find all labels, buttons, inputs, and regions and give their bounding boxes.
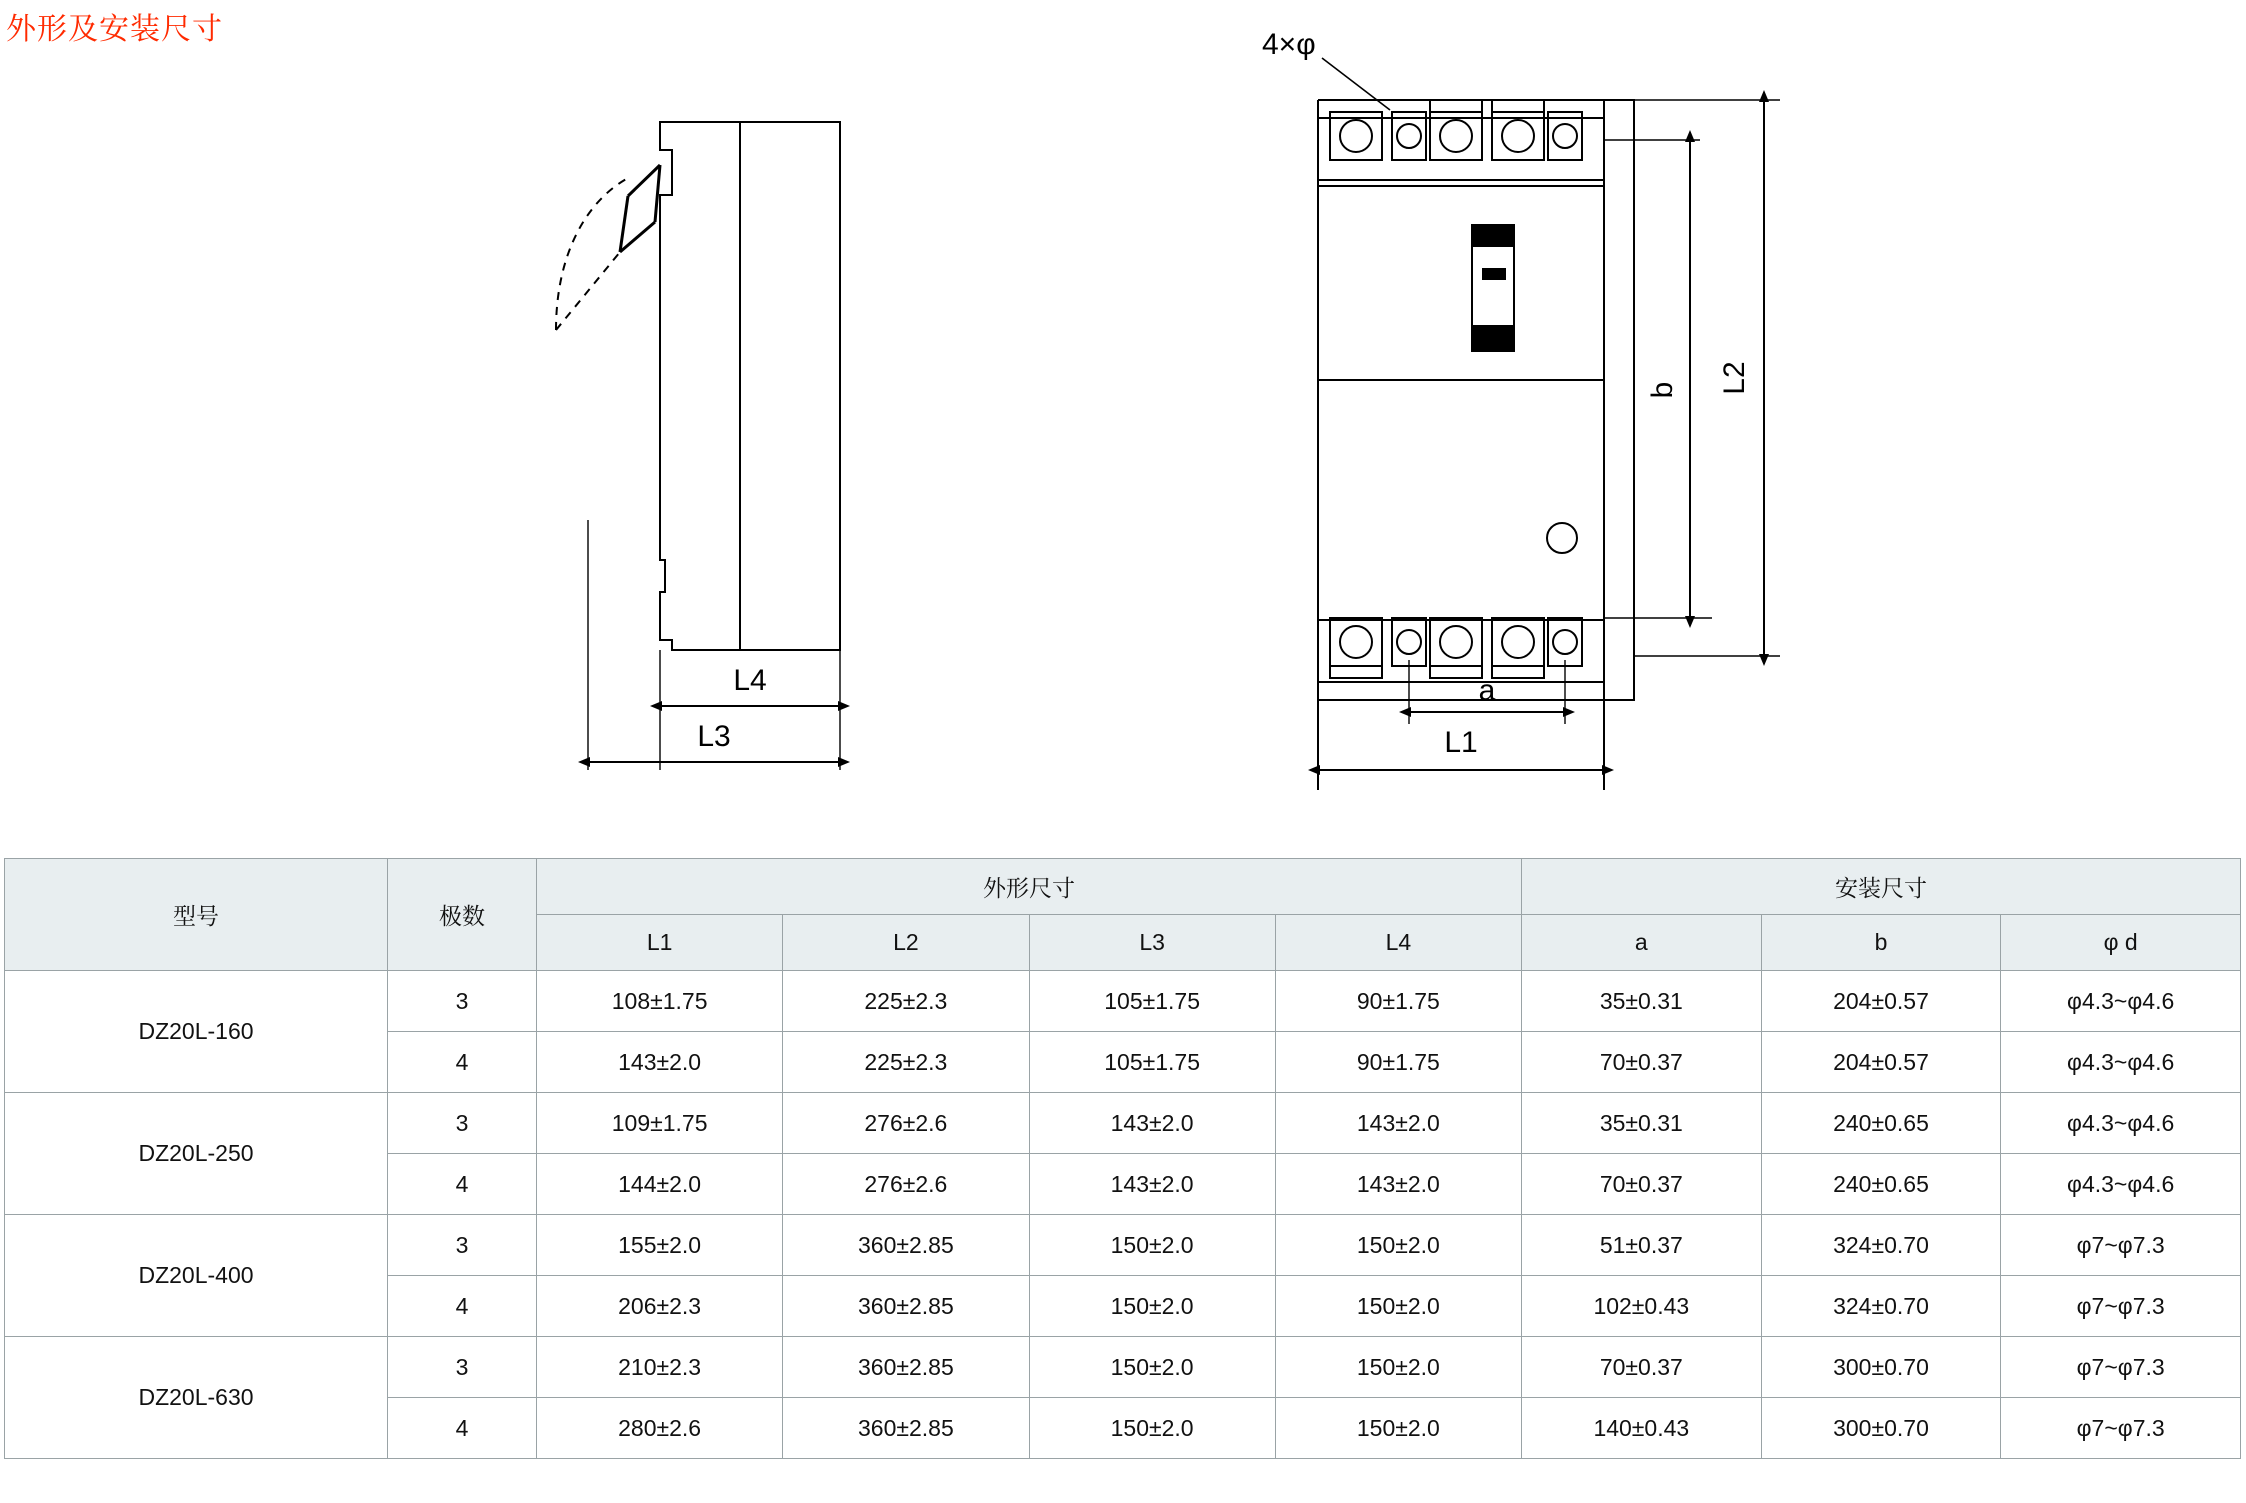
cell-l1: 210±2.3 <box>537 1337 783 1398</box>
cell-model: DZ20L-160 <box>5 971 388 1093</box>
cell-l2: 360±2.85 <box>783 1337 1029 1398</box>
cell-l1: 206±2.3 <box>537 1276 783 1337</box>
cell-l2: 225±2.3 <box>783 1032 1029 1093</box>
cell-l3: 150±2.0 <box>1029 1337 1275 1398</box>
cell-l1: 280±2.6 <box>537 1398 783 1459</box>
cell-l3: 150±2.0 <box>1029 1276 1275 1337</box>
th-a: a <box>1522 915 1762 971</box>
cell-a: 35±0.31 <box>1522 971 1762 1032</box>
cell-a: 70±0.37 <box>1522 1032 1762 1093</box>
table-row <box>5 1093 2241 1154</box>
cell-b: 300±0.70 <box>1761 1337 2001 1398</box>
cell-l1: 144±2.0 <box>537 1154 783 1215</box>
cell-phid: φ4.3~φ4.6 <box>2001 971 2241 1032</box>
cell-phid: φ7~φ7.3 <box>2001 1276 2241 1337</box>
cell-b: 240±0.65 <box>1761 1154 2001 1215</box>
cell-poles: 4 <box>388 1398 537 1459</box>
cell-poles: 4 <box>388 1154 537 1215</box>
th-model: 型号 <box>5 859 388 971</box>
cell-model: DZ20L-630 <box>5 1337 388 1459</box>
cell-l3: 150±2.0 <box>1029 1215 1275 1276</box>
cell-l3: 143±2.0 <box>1029 1093 1275 1154</box>
cell-l3: 105±1.75 <box>1029 971 1275 1032</box>
cell-b: 204±0.57 <box>1761 1032 2001 1093</box>
cell-poles: 3 <box>388 1337 537 1398</box>
cell-poles: 4 <box>388 1032 537 1093</box>
cell-b: 204±0.57 <box>1761 971 2001 1032</box>
th-phid: φ d <box>2001 915 2241 971</box>
th-l2: L2 <box>783 915 1029 971</box>
cell-a: 70±0.37 <box>1522 1154 1762 1215</box>
th-l4: L4 <box>1275 915 1521 971</box>
cell-l4: 143±2.0 <box>1275 1154 1521 1215</box>
table-header-row-1 <box>5 859 2241 915</box>
cell-l4: 90±1.75 <box>1275 1032 1521 1093</box>
cell-l1: 109±1.75 <box>537 1093 783 1154</box>
th-b: b <box>1761 915 2001 971</box>
dimension-table <box>4 858 2241 1459</box>
cell-a: 102±0.43 <box>1522 1276 1762 1337</box>
cell-a: 35±0.31 <box>1522 1093 1762 1154</box>
cell-poles: 3 <box>388 1093 537 1154</box>
cell-b: 324±0.70 <box>1761 1215 2001 1276</box>
cell-l2: 360±2.85 <box>783 1215 1029 1276</box>
th-mount-group: 安装尺寸 <box>1522 859 2241 915</box>
label-l4: L4 <box>733 664 767 697</box>
th-l1: L1 <box>537 915 783 971</box>
cell-l3: 105±1.75 <box>1029 1032 1275 1093</box>
cell-l4: 143±2.0 <box>1275 1093 1521 1154</box>
label-a: a <box>1478 674 1496 707</box>
cell-a: 51±0.37 <box>1522 1215 1762 1276</box>
cell-b: 300±0.70 <box>1761 1398 2001 1459</box>
cell-model: DZ20L-400 <box>5 1215 388 1337</box>
cell-a: 70±0.37 <box>1522 1337 1762 1398</box>
th-l3: L3 <box>1029 915 1275 971</box>
cell-l4: 150±2.0 <box>1275 1215 1521 1276</box>
cell-model: DZ20L-250 <box>5 1093 388 1215</box>
cell-l1: 143±2.0 <box>537 1032 783 1093</box>
cell-phid: φ4.3~φ4.6 <box>2001 1032 2241 1093</box>
cell-l1: 108±1.75 <box>537 971 783 1032</box>
cell-l1: 155±2.0 <box>537 1215 783 1276</box>
table-head <box>5 859 2241 971</box>
cell-phid: φ7~φ7.3 <box>2001 1215 2241 1276</box>
cell-l3: 143±2.0 <box>1029 1154 1275 1215</box>
cell-l4: 150±2.0 <box>1275 1337 1521 1398</box>
cell-l4: 150±2.0 <box>1275 1398 1521 1459</box>
table-row <box>5 1215 2241 1276</box>
cell-phid: φ7~φ7.3 <box>2001 1398 2241 1459</box>
cell-b: 324±0.70 <box>1761 1276 2001 1337</box>
cell-b: 240±0.65 <box>1761 1093 2001 1154</box>
cell-l2: 225±2.3 <box>783 971 1029 1032</box>
label-l1: L1 <box>1444 726 1478 759</box>
table-row <box>5 971 2241 1032</box>
cell-phid: φ7~φ7.3 <box>2001 1337 2241 1398</box>
cell-l2: 360±2.85 <box>783 1276 1029 1337</box>
cell-phid: φ4.3~φ4.6 <box>2001 1093 2241 1154</box>
label-l2: L2 <box>1718 361 1751 395</box>
table-row <box>5 1337 2241 1398</box>
label-l3: L3 <box>697 720 731 753</box>
cell-l4: 90±1.75 <box>1275 971 1521 1032</box>
cell-l2: 360±2.85 <box>783 1398 1029 1459</box>
dimension-table-wrap <box>4 858 2240 1459</box>
cell-l2: 276±2.6 <box>783 1093 1029 1154</box>
cell-poles: 3 <box>388 971 537 1032</box>
table-body <box>5 971 2241 1459</box>
cell-l2: 276±2.6 <box>783 1154 1029 1215</box>
cell-l3: 150±2.0 <box>1029 1398 1275 1459</box>
cell-poles: 4 <box>388 1276 537 1337</box>
cell-l4: 150±2.0 <box>1275 1276 1521 1337</box>
cell-phid: φ4.3~φ4.6 <box>2001 1154 2241 1215</box>
page-title: 外形及安装尺寸 <box>6 13 223 46</box>
label-hole-note: 4×φ <box>1262 28 1316 61</box>
th-outline-group: 外形尺寸 <box>537 859 1522 915</box>
th-poles: 极数 <box>388 859 537 971</box>
cell-a: 140±0.43 <box>1522 1398 1762 1459</box>
cell-poles: 3 <box>388 1215 537 1276</box>
label-b: b <box>1646 381 1679 399</box>
